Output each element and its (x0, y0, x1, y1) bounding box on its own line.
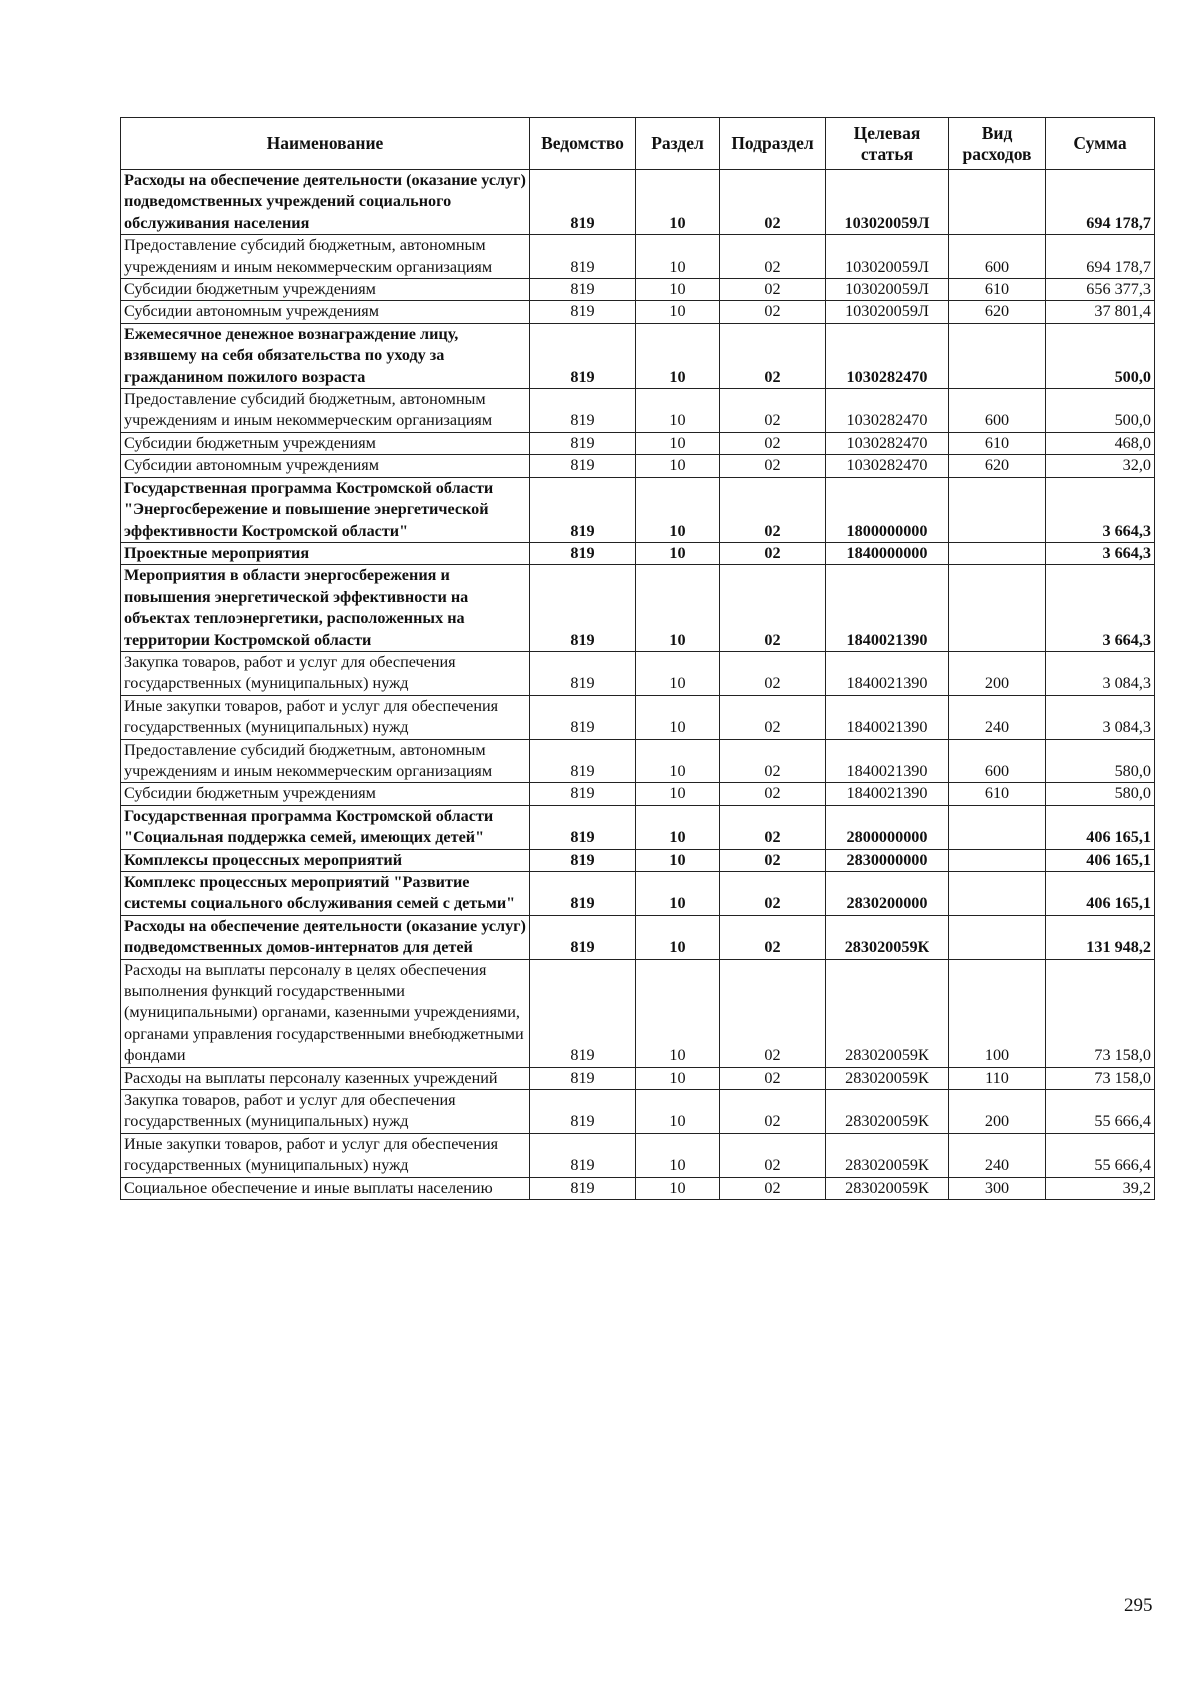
cell-name: Предоставление субсидий бюджетным, автономным учреждениям и иным некоммерческим организациям (121, 235, 530, 279)
table-row (121, 170, 1155, 235)
cell-name: Комплекс процессных мероприятий "Развитие системы социального обслуживания семей с детьми" (121, 872, 530, 916)
table-row (121, 301, 1155, 323)
cell-expense-type: 610 (949, 279, 1046, 301)
cell-section: 10 (636, 565, 720, 652)
cell-expense-type: 610 (949, 783, 1046, 805)
cell-amount: 3 664,3 (1046, 565, 1155, 652)
cell-department: 819 (530, 477, 636, 542)
cell-section: 10 (636, 432, 720, 454)
cell-name: Государственная программа Костромской области "Энергосбережение и повышение энергетической эффективности Костромской области" (121, 477, 530, 542)
cell-expense-type: 610 (949, 432, 1046, 454)
cell-target-item: 103020059Л (826, 235, 949, 279)
cell-target-item: 2800000000 (826, 805, 949, 849)
table-row (121, 1090, 1155, 1134)
cell-section: 10 (636, 805, 720, 849)
cell-subsection: 02 (720, 1090, 826, 1134)
table-row (121, 1133, 1155, 1177)
cell-amount: 694 178,7 (1046, 170, 1155, 235)
cell-name: Расходы на выплаты персоналу в целях обеспечения выполнения функций государственными (муниципальными) органами, казенными учреждениями, органами управления государственными внебюджетными фондами (121, 959, 530, 1067)
cell-amount: 37 801,4 (1046, 301, 1155, 323)
cell-amount: 32,0 (1046, 455, 1155, 477)
cell-section: 10 (636, 1133, 720, 1177)
table-row (121, 455, 1155, 477)
cell-name: Предоставление субсидий бюджетным, автономным учреждениям и иным некоммерческим организациям (121, 739, 530, 783)
cell-amount: 55 666,4 (1046, 1090, 1155, 1134)
cell-section: 10 (636, 651, 720, 695)
cell-name: Государственная программа Костромской области "Социальная поддержка семей, имеющих детей" (121, 805, 530, 849)
cell-name: Закупка товаров, работ и услуг для обеспечения государственных (муниципальных) нужд (121, 651, 530, 695)
header-department: Ведомство (530, 118, 636, 170)
cell-name: Иные закупки товаров, работ и услуг для обеспечения государственных (муниципальных) нужд (121, 1133, 530, 1177)
cell-department: 819 (530, 565, 636, 652)
cell-expense-type (949, 849, 1046, 871)
table-row (121, 651, 1155, 695)
cell-name: Субсидии автономным учреждениям (121, 301, 530, 323)
cell-subsection: 02 (720, 651, 826, 695)
cell-target-item: 1840021390 (826, 695, 949, 739)
cell-section: 10 (636, 1090, 720, 1134)
table-row (121, 805, 1155, 849)
header-subsection: Подраздел (720, 118, 826, 170)
cell-expense-type: 600 (949, 389, 1046, 433)
page-number: 295 (1124, 1595, 1153, 1616)
table-row (121, 783, 1155, 805)
cell-subsection: 02 (720, 783, 826, 805)
table-row (121, 959, 1155, 1067)
cell-section: 10 (636, 279, 720, 301)
header-target-item: Целевая статья (826, 118, 949, 170)
cell-expense-type: 110 (949, 1067, 1046, 1089)
cell-target-item: 1030282470 (826, 323, 949, 388)
cell-name: Расходы на обеспечение деятельности (оказание услуг) подведомственных домов-интернатов для детей (121, 915, 530, 959)
cell-subsection: 02 (720, 695, 826, 739)
header-name: Наименование (121, 118, 530, 170)
cell-section: 10 (636, 542, 720, 564)
cell-section: 10 (636, 849, 720, 871)
cell-section: 10 (636, 235, 720, 279)
cell-department: 819 (530, 849, 636, 871)
cell-department: 819 (530, 170, 636, 235)
cell-department: 819 (530, 389, 636, 433)
cell-expense-type: 620 (949, 301, 1046, 323)
cell-target-item: 283020059К (826, 915, 949, 959)
cell-target-item: 2830200000 (826, 872, 949, 916)
cell-subsection: 02 (720, 805, 826, 849)
cell-amount: 580,0 (1046, 783, 1155, 805)
cell-department: 819 (530, 279, 636, 301)
budget-table (120, 117, 1155, 1200)
table-row (121, 565, 1155, 652)
cell-target-item: 1030282470 (826, 389, 949, 433)
cell-section: 10 (636, 959, 720, 1067)
cell-amount: 55 666,4 (1046, 1133, 1155, 1177)
table-row (121, 389, 1155, 433)
cell-expense-type (949, 170, 1046, 235)
cell-subsection: 02 (720, 849, 826, 871)
header-expense-type: Вид расходов (949, 118, 1046, 170)
cell-expense-type: 240 (949, 695, 1046, 739)
cell-target-item: 103020059Л (826, 170, 949, 235)
cell-department: 819 (530, 872, 636, 916)
cell-name: Субсидии бюджетным учреждениям (121, 279, 530, 301)
cell-subsection: 02 (720, 1133, 826, 1177)
cell-expense-type: 620 (949, 455, 1046, 477)
cell-department: 819 (530, 959, 636, 1067)
cell-expense-type (949, 805, 1046, 849)
cell-subsection: 02 (720, 1067, 826, 1089)
table-row (121, 1067, 1155, 1089)
cell-name: Иные закупки товаров, работ и услуг для обеспечения государственных (муниципальных) нужд (121, 695, 530, 739)
cell-subsection: 02 (720, 959, 826, 1067)
cell-amount: 406 165,1 (1046, 849, 1155, 871)
cell-amount: 500,0 (1046, 323, 1155, 388)
cell-subsection: 02 (720, 389, 826, 433)
cell-expense-type: 600 (949, 235, 1046, 279)
cell-section: 10 (636, 323, 720, 388)
cell-section: 10 (636, 1067, 720, 1089)
cell-target-item: 1030282470 (826, 455, 949, 477)
cell-name: Субсидии бюджетным учреждениям (121, 783, 530, 805)
cell-expense-type (949, 323, 1046, 388)
cell-department: 819 (530, 1067, 636, 1089)
cell-expense-type: 300 (949, 1177, 1046, 1199)
cell-department: 819 (530, 432, 636, 454)
cell-expense-type (949, 477, 1046, 542)
cell-amount: 39,2 (1046, 1177, 1155, 1199)
cell-section: 10 (636, 1177, 720, 1199)
cell-subsection: 02 (720, 170, 826, 235)
cell-section: 10 (636, 477, 720, 542)
cell-expense-type: 240 (949, 1133, 1046, 1177)
cell-target-item: 103020059Л (826, 279, 949, 301)
cell-target-item: 103020059Л (826, 301, 949, 323)
cell-name: Расходы на обеспечение деятельности (оказание услуг) подведомственных учреждений социального обслуживания населения (121, 170, 530, 235)
cell-target-item: 1840000000 (826, 542, 949, 564)
cell-amount: 406 165,1 (1046, 872, 1155, 916)
cell-target-item: 2830000000 (826, 849, 949, 871)
cell-section: 10 (636, 455, 720, 477)
cell-amount: 73 158,0 (1046, 1067, 1155, 1089)
table-row (121, 279, 1155, 301)
cell-subsection: 02 (720, 235, 826, 279)
table-row (121, 849, 1155, 871)
cell-target-item: 1840021390 (826, 565, 949, 652)
cell-department: 819 (530, 805, 636, 849)
cell-department: 819 (530, 1090, 636, 1134)
cell-name: Проектные мероприятия (121, 542, 530, 564)
table-row (121, 739, 1155, 783)
cell-amount: 73 158,0 (1046, 959, 1155, 1067)
cell-department: 819 (530, 235, 636, 279)
cell-subsection: 02 (720, 739, 826, 783)
cell-amount: 131 948,2 (1046, 915, 1155, 959)
header-row (121, 118, 1155, 170)
cell-target-item: 283020059К (826, 959, 949, 1067)
table-row (121, 235, 1155, 279)
cell-amount: 468,0 (1046, 432, 1155, 454)
cell-section: 10 (636, 915, 720, 959)
cell-expense-type: 600 (949, 739, 1046, 783)
cell-section: 10 (636, 170, 720, 235)
cell-target-item: 1800000000 (826, 477, 949, 542)
cell-name: Предоставление субсидий бюджетным, автономным учреждениям и иным некоммерческим организациям (121, 389, 530, 433)
cell-target-item: 283020059К (826, 1090, 949, 1134)
cell-expense-type: 100 (949, 959, 1046, 1067)
cell-target-item: 283020059К (826, 1067, 949, 1089)
cell-target-item: 1840021390 (826, 739, 949, 783)
cell-department: 819 (530, 542, 636, 564)
cell-expense-type: 200 (949, 1090, 1046, 1134)
cell-amount: 3 084,3 (1046, 695, 1155, 739)
table-row (121, 432, 1155, 454)
cell-amount: 580,0 (1046, 739, 1155, 783)
cell-name: Комплексы процессных мероприятий (121, 849, 530, 871)
cell-expense-type (949, 542, 1046, 564)
table-row (121, 915, 1155, 959)
table-row (121, 477, 1155, 542)
cell-subsection: 02 (720, 455, 826, 477)
cell-name: Мероприятия в области энергосбережения и повышения энергетической эффективности на объектах теплоэнергетики, расположенных на территории Костромской области (121, 565, 530, 652)
cell-name: Субсидии автономным учреждениям (121, 455, 530, 477)
cell-subsection: 02 (720, 301, 826, 323)
cell-subsection: 02 (720, 542, 826, 564)
cell-department: 819 (530, 739, 636, 783)
cell-amount: 694 178,7 (1046, 235, 1155, 279)
table-row (121, 323, 1155, 388)
cell-expense-type: 200 (949, 651, 1046, 695)
cell-amount: 406 165,1 (1046, 805, 1155, 849)
cell-subsection: 02 (720, 915, 826, 959)
cell-department: 819 (530, 915, 636, 959)
cell-name: Закупка товаров, работ и услуг для обеспечения государственных (муниципальных) нужд (121, 1090, 530, 1134)
cell-name: Расходы на выплаты персоналу казенных учреждений (121, 1067, 530, 1089)
cell-subsection: 02 (720, 432, 826, 454)
cell-name: Субсидии бюджетным учреждениям (121, 432, 530, 454)
cell-target-item: 283020059К (826, 1133, 949, 1177)
cell-expense-type (949, 872, 1046, 916)
cell-amount: 656 377,3 (1046, 279, 1155, 301)
cell-subsection: 02 (720, 477, 826, 542)
cell-department: 819 (530, 1177, 636, 1199)
cell-amount: 3 084,3 (1046, 651, 1155, 695)
cell-section: 10 (636, 783, 720, 805)
cell-section: 10 (636, 739, 720, 783)
cell-department: 819 (530, 323, 636, 388)
cell-subsection: 02 (720, 1177, 826, 1199)
cell-section: 10 (636, 389, 720, 433)
cell-department: 819 (530, 455, 636, 477)
header-section: Раздел (636, 118, 720, 170)
cell-department: 819 (530, 783, 636, 805)
cell-subsection: 02 (720, 872, 826, 916)
cell-department: 819 (530, 695, 636, 739)
cell-subsection: 02 (720, 565, 826, 652)
cell-section: 10 (636, 301, 720, 323)
cell-department: 819 (530, 1133, 636, 1177)
cell-subsection: 02 (720, 279, 826, 301)
cell-section: 10 (636, 872, 720, 916)
table-row (121, 542, 1155, 564)
cell-department: 819 (530, 301, 636, 323)
cell-department: 819 (530, 651, 636, 695)
cell-expense-type (949, 565, 1046, 652)
cell-target-item: 283020059К (826, 1177, 949, 1199)
cell-section: 10 (636, 695, 720, 739)
table-row (121, 872, 1155, 916)
cell-target-item: 1030282470 (826, 432, 949, 454)
cell-target-item: 1840021390 (826, 783, 949, 805)
table-row (121, 695, 1155, 739)
cell-amount: 3 664,3 (1046, 542, 1155, 564)
header-amount: Сумма (1046, 118, 1155, 170)
cell-amount: 500,0 (1046, 389, 1155, 433)
cell-name: Социальное обеспечение и иные выплаты населению (121, 1177, 530, 1199)
cell-expense-type (949, 915, 1046, 959)
table-row (121, 1177, 1155, 1199)
cell-target-item: 1840021390 (826, 651, 949, 695)
cell-amount: 3 664,3 (1046, 477, 1155, 542)
cell-subsection: 02 (720, 323, 826, 388)
cell-name: Ежемесячное денежное вознаграждение лицу, взявшему на себя обязательства по уходу за гражданином пожилого возраста (121, 323, 530, 388)
